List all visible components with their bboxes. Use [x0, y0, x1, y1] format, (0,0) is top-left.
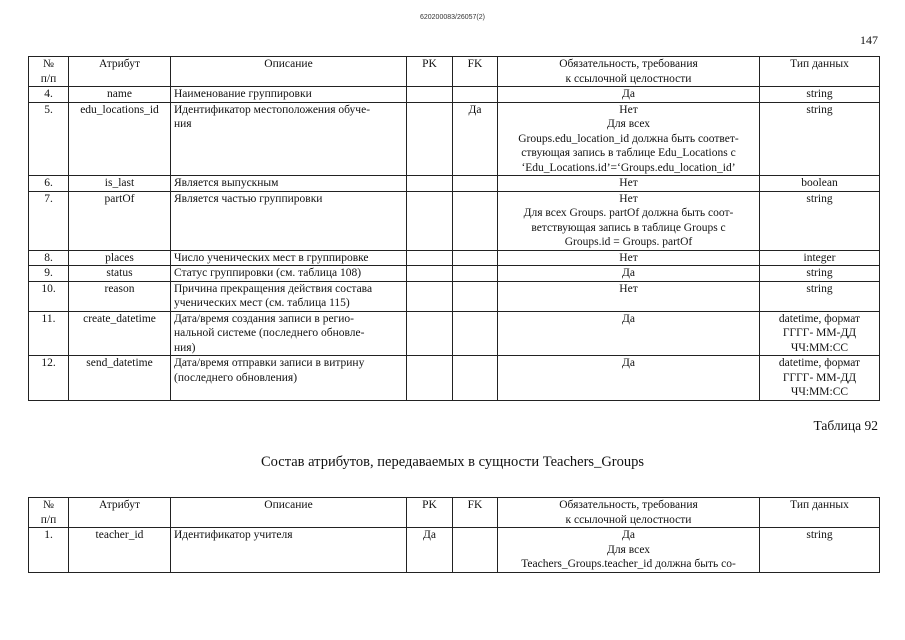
- cell-fk: [453, 191, 498, 250]
- header-num: № п/п: [29, 498, 69, 528]
- header-description: Описание: [171, 57, 407, 87]
- table-row: [29, 87, 880, 103]
- cell-pk: [407, 191, 453, 250]
- cell-data-type: string: [760, 102, 880, 176]
- cell-pk: [407, 87, 453, 103]
- cell-requirements: Нет: [498, 281, 760, 311]
- cell-pk: [407, 176, 453, 192]
- cell-description: Является частью группировки: [171, 191, 407, 250]
- cell-data-type: string: [760, 528, 880, 573]
- cell-requirements: Да: [498, 356, 760, 401]
- cell-attribute: edu_locations_id: [69, 102, 171, 176]
- attributes-table-teachers-groups: [28, 497, 880, 573]
- cell-attribute: send_datetime: [69, 356, 171, 401]
- cell-attribute: teacher_id: [69, 528, 171, 573]
- cell-fk: [453, 176, 498, 192]
- cell-requirements: Да: [498, 87, 760, 103]
- cell-requirements: Нет Для всех Groups. partOf должна быть соот- ветствующая запись в таблице Groups с Groups.id = Groups. partOf: [498, 191, 760, 250]
- attributes-table-groups: [28, 56, 880, 401]
- cell-num: 4.: [29, 87, 69, 103]
- cell-attribute: is_last: [69, 176, 171, 192]
- cell-num: 11.: [29, 311, 69, 356]
- cell-pk: [407, 356, 453, 401]
- cell-pk: [407, 250, 453, 266]
- cell-description: Идентификатор местоположения обуче- ния: [171, 102, 407, 176]
- cell-requirements: Да: [498, 266, 760, 282]
- cell-data-type: string: [760, 87, 880, 103]
- cell-pk: Да: [407, 528, 453, 573]
- cell-description: Дата/время создания записи в регио- нальной системе (последнего обновле- ния): [171, 311, 407, 356]
- header-num: № п/п: [29, 57, 69, 87]
- cell-num: 8.: [29, 250, 69, 266]
- table-row: [29, 528, 880, 573]
- cell-attribute: reason: [69, 281, 171, 311]
- table-header-row: [29, 498, 880, 528]
- cell-data-type: string: [760, 191, 880, 250]
- cell-description: Число ученических мест в группировке: [171, 250, 407, 266]
- cell-attribute: status: [69, 266, 171, 282]
- header-data-type: Тип данных: [760, 57, 880, 87]
- cell-pk: [407, 281, 453, 311]
- cell-attribute: create_datetime: [69, 311, 171, 356]
- cell-num: 6.: [29, 176, 69, 192]
- cell-fk: Да: [453, 102, 498, 176]
- cell-requirements: Нет Для всех Groups.edu_location_id должна быть соответ- ствующая запись в таблице Edu_Locations с ‘Edu_Locations.id’=‘Groups.edu_location_id’: [498, 102, 760, 176]
- cell-fk: [453, 356, 498, 401]
- cell-num: 10.: [29, 281, 69, 311]
- cell-data-type: integer: [760, 250, 880, 266]
- table-row: [29, 266, 880, 282]
- header-requirements: Обязательность, требования к ссылочной целостности: [498, 498, 760, 528]
- cell-fk: [453, 311, 498, 356]
- table-row: [29, 176, 880, 192]
- cell-attribute: places: [69, 250, 171, 266]
- header-description: Описание: [171, 498, 407, 528]
- cell-fk: [453, 87, 498, 103]
- cell-description: Дата/время отправки записи в витрину (последнего обновления): [171, 356, 407, 401]
- cell-fk: [453, 528, 498, 573]
- cell-data-type: string: [760, 266, 880, 282]
- cell-pk: [407, 102, 453, 176]
- header-attribute: Атрибут: [69, 498, 171, 528]
- cell-data-type: datetime, формат ГГГГ- ММ-ДД ЧЧ:ММ:СС: [760, 356, 880, 401]
- cell-requirements: Да: [498, 311, 760, 356]
- header-fk: FK: [453, 498, 498, 528]
- cell-description: Идентификатор учителя: [171, 528, 407, 573]
- table-row: [29, 311, 880, 356]
- header-attribute: Атрибут: [69, 57, 171, 87]
- cell-attribute: partOf: [69, 191, 171, 250]
- table-row: [29, 356, 880, 401]
- cell-description: Статус группировки (см. таблица 108): [171, 266, 407, 282]
- cell-description: Является выпускным: [171, 176, 407, 192]
- header-requirements: Обязательность, требования к ссылочной целостности: [498, 57, 760, 87]
- header-pk: PK: [407, 57, 453, 87]
- header-data-type: Тип данных: [760, 498, 880, 528]
- cell-requirements: Нет: [498, 250, 760, 266]
- cell-num: 7.: [29, 191, 69, 250]
- table-number: Таблица 92: [813, 418, 878, 433]
- cell-fk: [453, 281, 498, 311]
- cell-data-type: datetime, формат ГГГГ- ММ-ДД ЧЧ:ММ:СС: [760, 311, 880, 356]
- table-row: [29, 250, 880, 266]
- cell-description: Причина прекращения действия состава ученических мест (см. таблица 115): [171, 281, 407, 311]
- cell-fk: [453, 266, 498, 282]
- table-title: Состав атрибутов, передаваемых в сущности Teachers_Groups: [260, 454, 645, 470]
- cell-attribute: name: [69, 87, 171, 103]
- cell-num: 12.: [29, 356, 69, 401]
- table-row: [29, 191, 880, 250]
- table-row: [29, 102, 880, 176]
- cell-num: 5.: [29, 102, 69, 176]
- header-fk: FK: [453, 57, 498, 87]
- cell-requirements: Да Для всех Teachers_Groups.teacher_id должна быть со-: [498, 528, 760, 573]
- document-id: 620200083/26057(2): [419, 14, 485, 21]
- header-pk: PK: [407, 498, 453, 528]
- cell-pk: [407, 266, 453, 282]
- cell-num: 1.: [29, 528, 69, 573]
- cell-pk: [407, 311, 453, 356]
- page-number: 147: [860, 33, 878, 47]
- cell-num: 9.: [29, 266, 69, 282]
- cell-data-type: boolean: [760, 176, 880, 192]
- table-header-row: [29, 57, 880, 87]
- cell-data-type: string: [760, 281, 880, 311]
- cell-description: Наименование группировки: [171, 87, 407, 103]
- cell-fk: [453, 250, 498, 266]
- table-row: [29, 281, 880, 311]
- cell-requirements: Нет: [498, 176, 760, 192]
